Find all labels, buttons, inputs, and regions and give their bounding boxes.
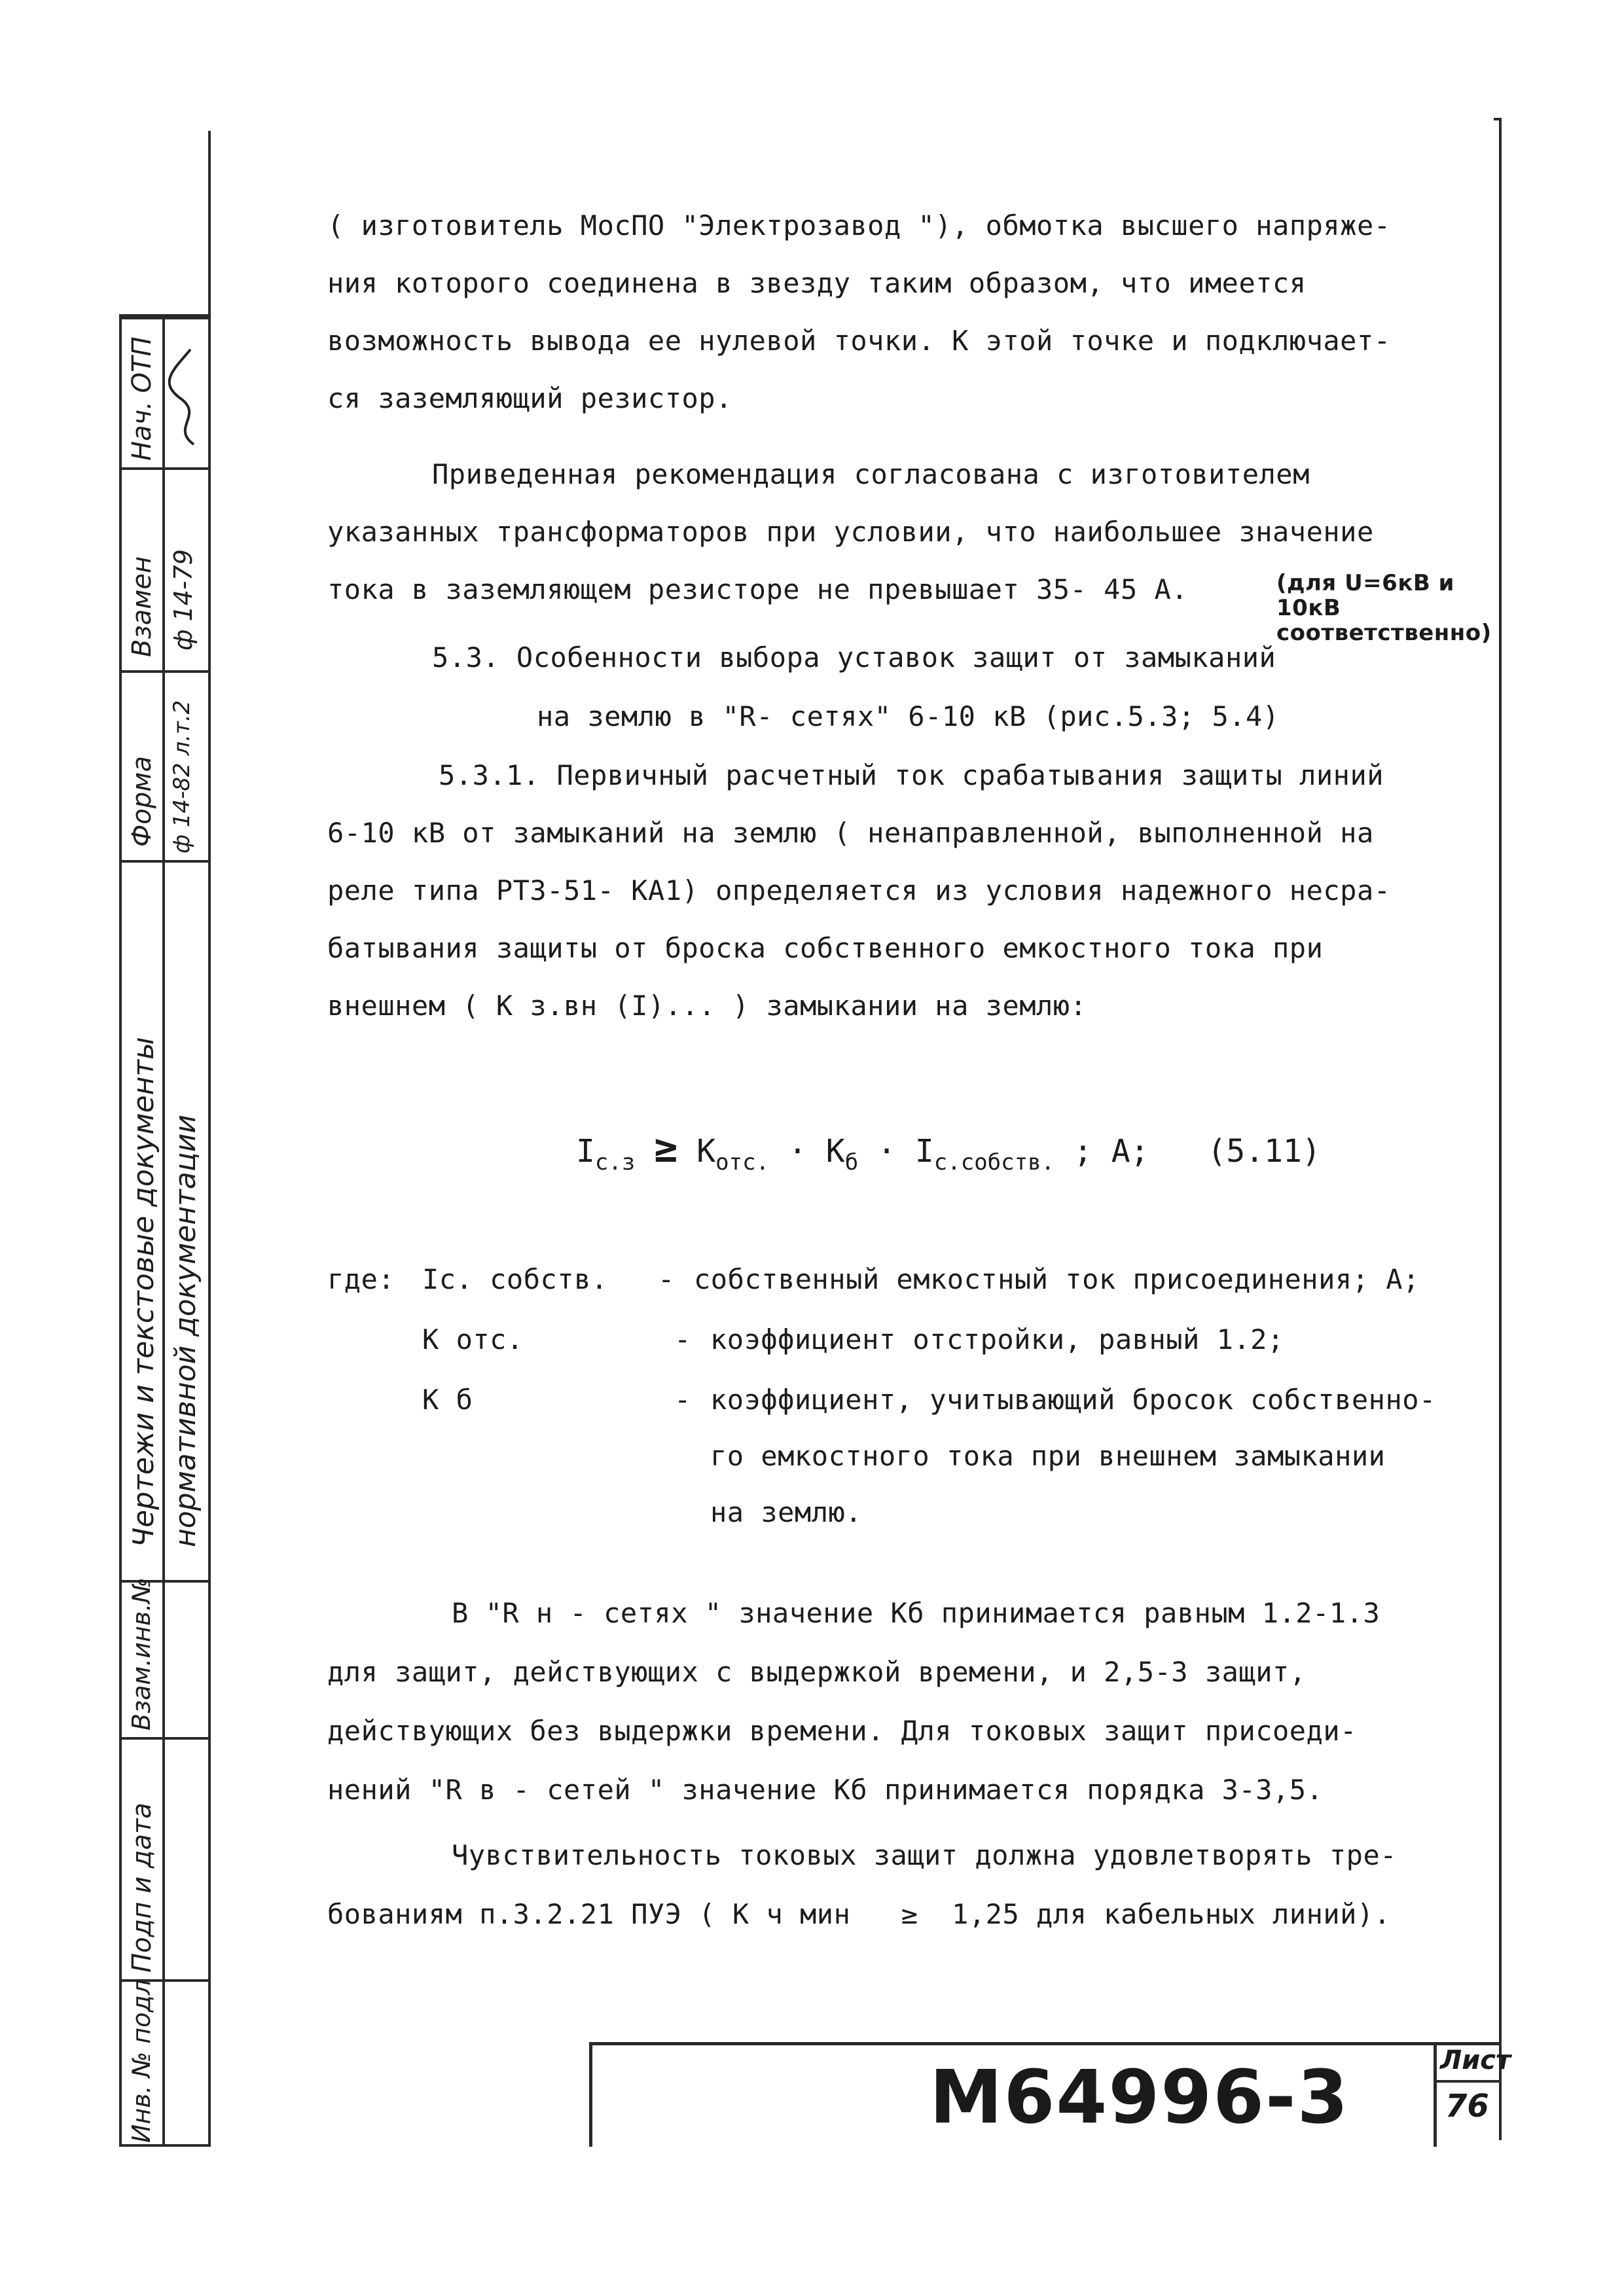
text-line: возможность вывода ее нулевой точки. К этой точке и подключает- (327, 325, 1391, 357)
signature-icon (168, 343, 207, 448)
where-text: коэффициент отстройки, равный 1.2; (710, 1323, 1284, 1355)
text-line: Чувствительность токовых защит должна удовлетворять тре- (452, 1839, 1398, 1871)
where-lead: где: (327, 1263, 395, 1295)
text-line: ( изготовитель МосПО "Электрозавод "), обмотка высшего напряже- (327, 209, 1391, 242)
where-symbol: Iс. собств. (422, 1263, 608, 1295)
stamp-label-forma: Форма (127, 756, 157, 847)
text-line: внешнем ( К з.вн (I)... ) замыкании на землю: (327, 990, 1087, 1022)
formula-dot: · (787, 1133, 807, 1170)
where-dash: - (658, 1263, 675, 1295)
section-title: 5.3. Особенности выбора уставок защит от замыканий (432, 641, 1276, 673)
stamp-label-vzamen: Взамен (127, 556, 157, 657)
text-line: Приведенная рекомендация согласована с изготовителем (432, 458, 1310, 490)
formula-k2-sub: б (844, 1149, 859, 1175)
frame-right-line (1499, 118, 1502, 2140)
stamp-label-drawings: Чертежи и текстовые документы (127, 1037, 160, 1547)
stamp-line (122, 860, 211, 863)
text-line: реле типа РТЗ-51- КА1) определяется из условия надежного несра- (327, 874, 1391, 906)
formula-5-11 (576, 1126, 1321, 1175)
text-line: 6-10 кВ от замыканий на землю ( ненаправленной, выполненной на (327, 817, 1374, 849)
formula-k1-sub: отс. (715, 1149, 770, 1175)
formula-i-sub: с.собств. (933, 1149, 1055, 1175)
stamp-label-nach-otp: Нач. ОТП (127, 336, 157, 461)
side-stamp (119, 314, 208, 2147)
formula-k1: К (696, 1133, 716, 1170)
sheet-number: 76 (1445, 2088, 1489, 2125)
formula-k2: К (825, 1133, 845, 1170)
frame-corner-tick (1494, 118, 1502, 120)
stamp-value-normative: нормативной документации (169, 1115, 202, 1547)
text-line: действующих без выдержки времени. Для токовых защит присоеди- (327, 1715, 1357, 1747)
formula-relation: ≥ (654, 1126, 678, 1172)
sheet-separator (1434, 2080, 1502, 2083)
section-title-cont: на землю в "R- сетях" 6-10 кВ (рис.5.3; 5.4) (537, 700, 1280, 732)
stamp-label-podp-data: Подп и дата (127, 1803, 157, 1973)
text-line: ния которого соединена в звезду таким образом, что имеется (327, 267, 1307, 299)
sheet-label: Лист (1440, 2045, 1511, 2075)
text-line: тока в заземляющем резисторе не превышает 35- 45 А. (327, 573, 1189, 605)
where-symbol: К отс. (422, 1323, 524, 1355)
where-text: собственный емкостный ток присоединения; А; (694, 1263, 1420, 1295)
formula-lhs: I (576, 1133, 595, 1170)
where-symbol: К б (422, 1384, 473, 1416)
where-text: коэффициент, учитывающий бросок собственно- (710, 1384, 1436, 1416)
text-line: нений "R в - сетей " значение Кб принимается порядка 3-3,5. (327, 1774, 1324, 1806)
handwritten-note: (для U=6кВ и 10кВ соответственно) (1276, 570, 1492, 646)
where-dash: - (674, 1384, 691, 1416)
signature-mark (168, 343, 213, 448)
stamp-line (122, 670, 211, 673)
stamp-label-inv-podl: Инв. № подл (127, 1979, 156, 2143)
stamp-line (122, 317, 211, 319)
formula-number: (5.11) (1207, 1133, 1321, 1170)
formula-i: I (914, 1133, 934, 1170)
formula-dot: · (877, 1133, 896, 1170)
where-continuation: на землю. (710, 1496, 863, 1528)
formula-lhs-sub: с.з (594, 1149, 636, 1175)
stamp-value-vzamen: ф 14-79 (169, 549, 198, 651)
text-line: ся заземляющий резистор. (327, 382, 732, 414)
stamp-line (122, 1737, 211, 1740)
stamp-label-vzam-inv: Взам.инв.№ (127, 1577, 156, 1731)
stamp-value-forma: ф 14-82 л.т.2 (169, 700, 195, 853)
formula-unit: ; А; (1073, 1133, 1149, 1170)
text-line: для защит, действующих с выдержкой времени, и 2,5-3 защит, (327, 1656, 1307, 1688)
text-line: В "R н - сетях " значение Кб принимается равным 1.2-1.3 (452, 1597, 1380, 1629)
side-stamp-divider (162, 317, 165, 2144)
stamp-line (122, 467, 211, 470)
text-line: 5.3.1. Первичный расчетный ток срабатывания защиты линий (439, 759, 1384, 791)
text-line: бованиям п.3.2.21 ПУЭ ( К ч мин ≥ 1,25 для кабельных линий). (327, 1898, 1391, 1930)
where-continuation: го емкостного тока при внешнем замыкании (710, 1440, 1386, 1472)
text-line: батывания защиты от броска собственного емкостного тока при (327, 932, 1324, 964)
text-line: указанных трансформаторов при условии, что наибольшее значение (327, 516, 1374, 548)
document-code: М64996-3 (929, 2055, 1350, 2140)
where-dash: - (674, 1323, 691, 1355)
